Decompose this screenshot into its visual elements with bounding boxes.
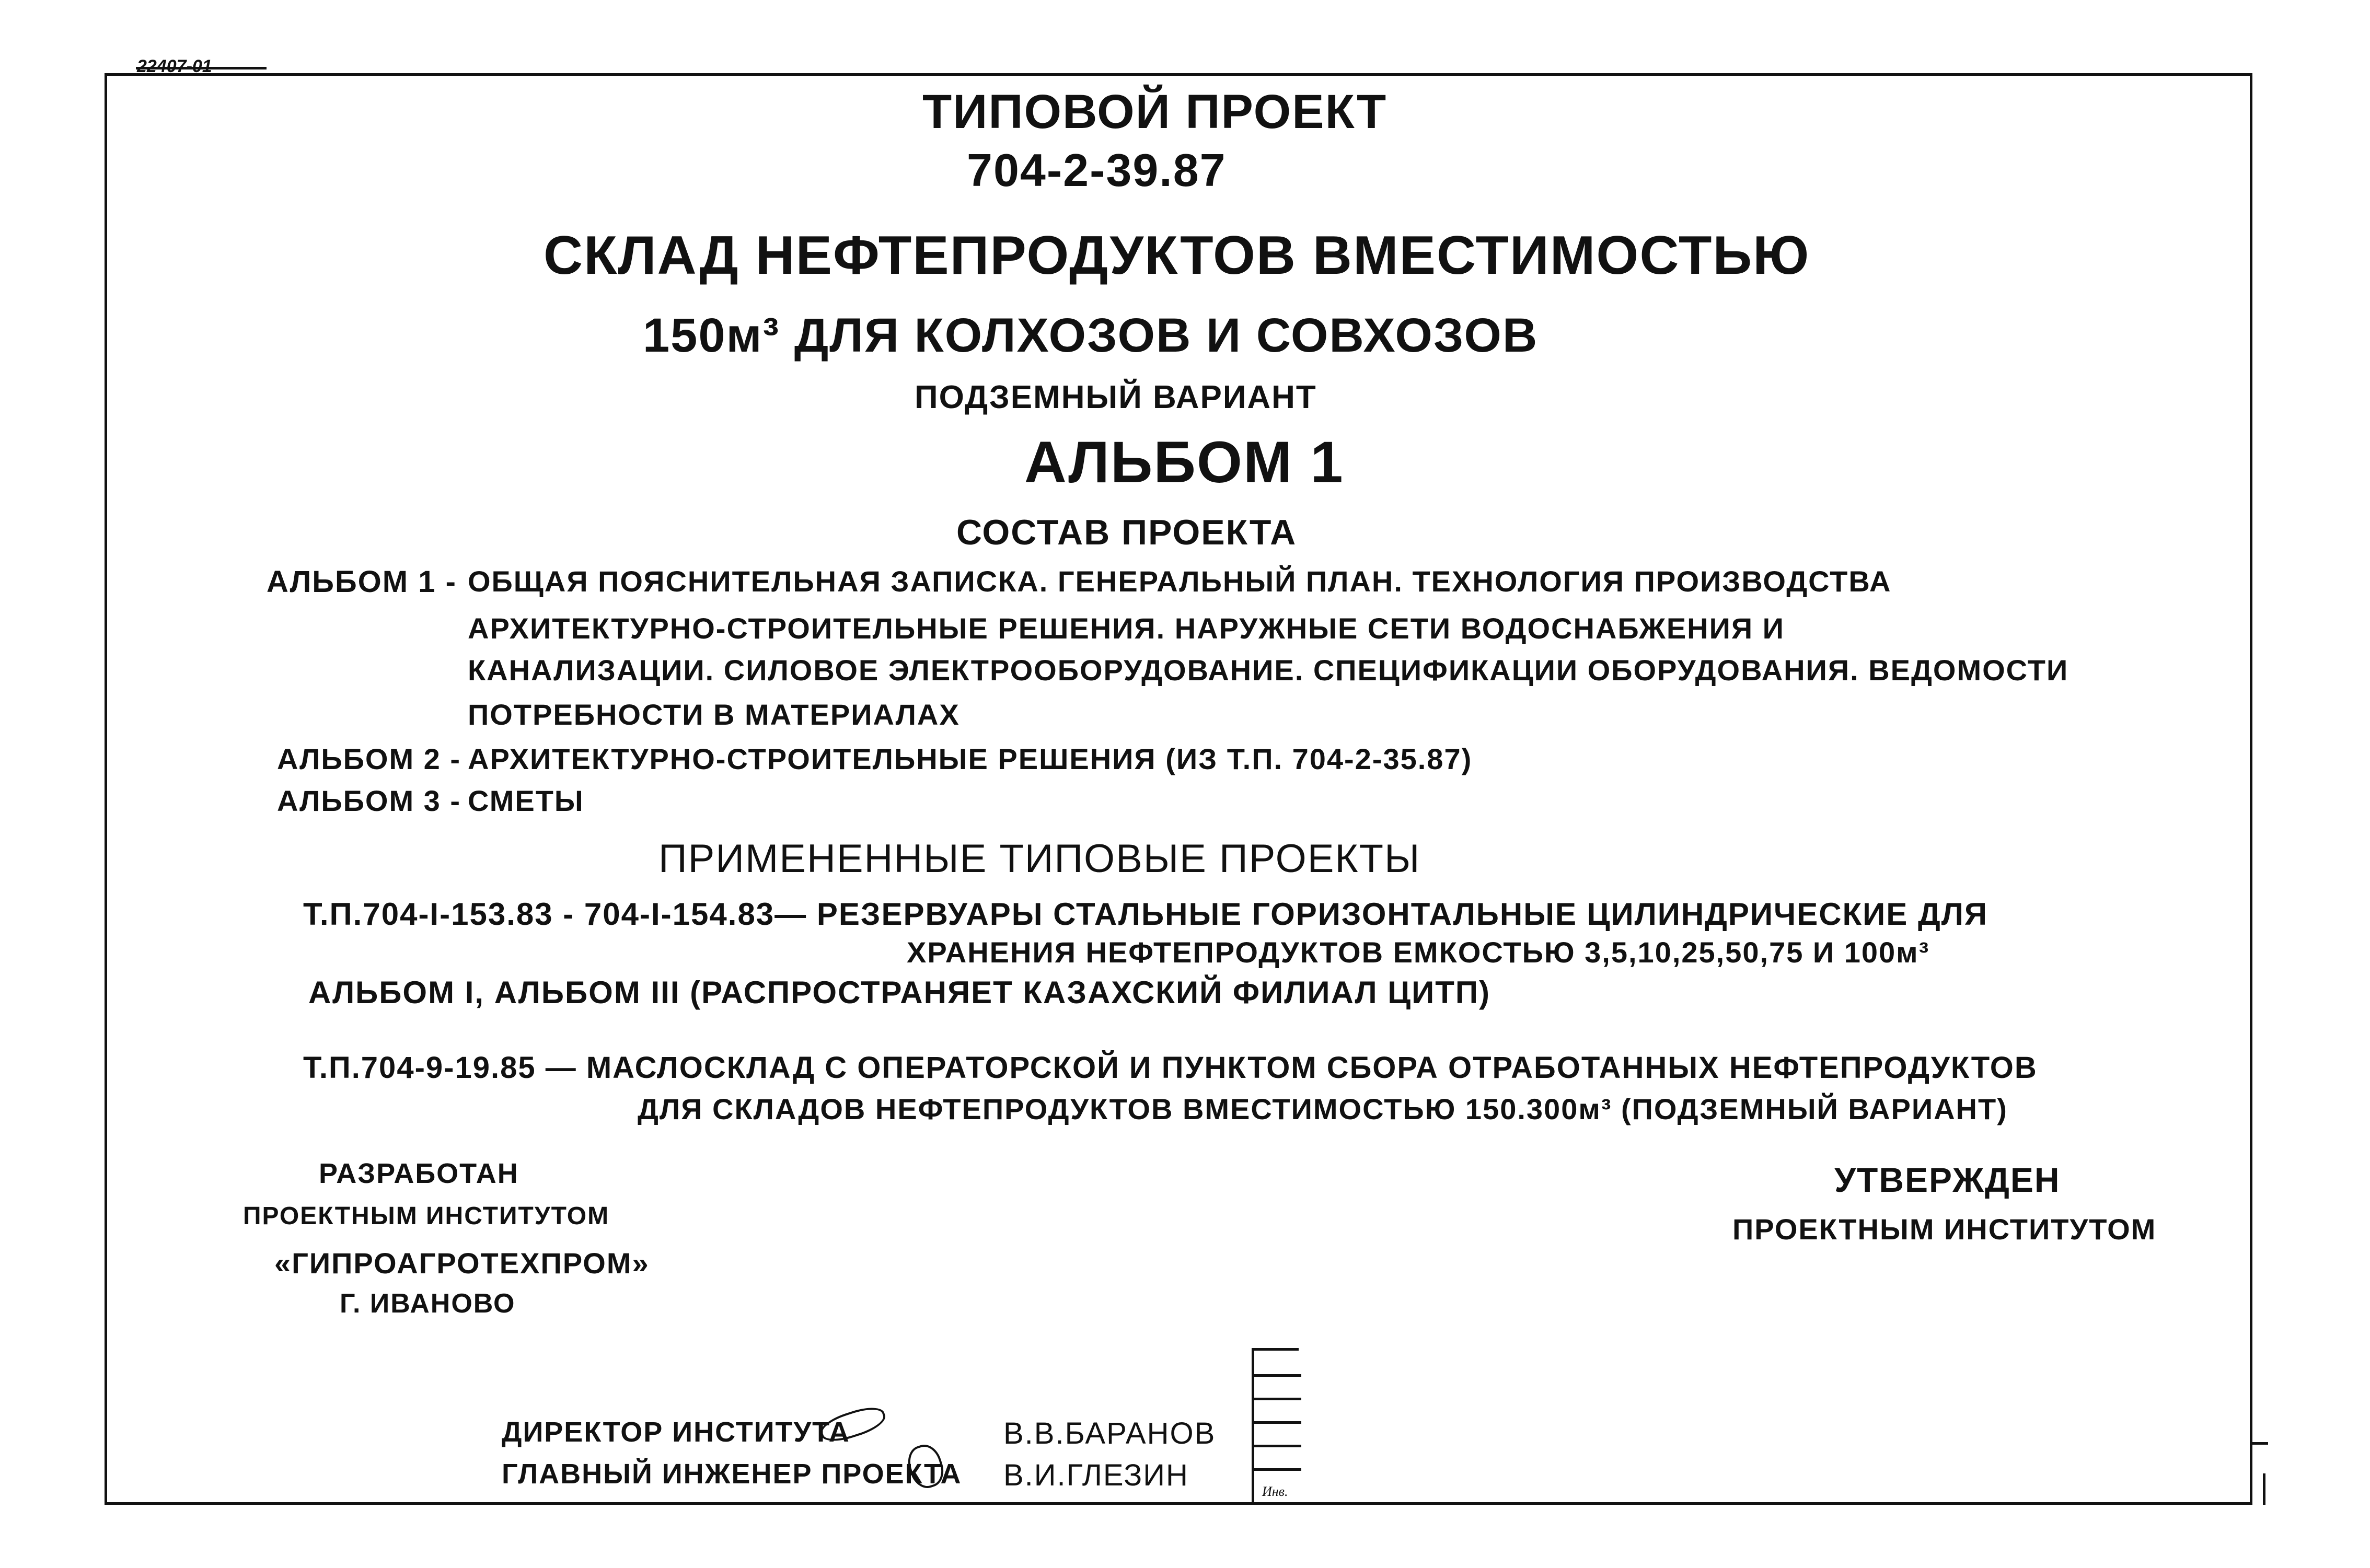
album-1-line-4: ПОТРЕБНОСТИ В МАТЕРИАЛАХ: [468, 698, 960, 731]
album-heading: АЛЬБОМ 1: [1024, 429, 1344, 495]
title-block-stamp: [1252, 1348, 1299, 1505]
title-block-row: [1254, 1445, 1301, 1447]
document-type: ТИПОВОЙ ПРОЕКТ: [922, 85, 1388, 138]
title-block-row: [1254, 1398, 1301, 1400]
project-number: 704-2-39.87: [967, 144, 1227, 196]
developer-line-2: ПРОЕКТНЫМ ИНСТИТУТОМ: [243, 1202, 610, 1230]
album-2-label: АЛЬБОМ 2 -: [277, 742, 461, 775]
title-block-row: [1254, 1374, 1301, 1377]
developer-line-4: Г. ИВАНОВО: [340, 1288, 516, 1319]
applied-projects-heading: ПРИМЕНЕННЫЕ ТИПОВЫЕ ПРОЕКТЫ: [658, 837, 1421, 881]
album-2-line-1: АРХИТЕКТУРНО-СТРОИТЕЛЬНЫЕ РЕШЕНИЯ (ИЗ Т.П. 704-2-35.87): [468, 742, 1473, 775]
applied-project-1-line-2: ХРАНЕНИЯ НЕФТЕПРОДУКТОВ ЕМКОСТЬЮ 3,5,10,25,50,75 И 100м³: [907, 936, 1930, 969]
album-3-label: АЛЬБОМ 3 -: [277, 784, 461, 817]
project-title-line-2: 150м³ ДЛЯ КОЛХОЗОВ И СОВХОЗОВ: [643, 309, 1539, 362]
archive-code: 22407-01: [137, 56, 212, 76]
chief-engineer-role: ГЛАВНЫЙ ИНЖЕНЕР ПРОЕКТА: [502, 1458, 962, 1490]
frame-corner-mark: [2263, 1473, 2265, 1505]
album-1-line-3: КАНАЛИЗАЦИИ. СИЛОВОЕ ЭЛЕКТРООБОРУДОВАНИЕ. СПЕЦИФИКАЦИИ ОБОРУДОВАНИЯ. ВЕДОМОСТИ: [468, 654, 2069, 687]
developer-line-1: РАЗРАБОТАН: [319, 1158, 519, 1189]
title-block-row: [1254, 1421, 1301, 1424]
director-role: ДИРЕКТОР ИНСТИТУТА: [502, 1416, 850, 1448]
applied-project-1-line-3: АЛЬБОМ I, АЛЬБОМ III (РАСПРОСТРАНЯЕТ КАЗАХСКИЙ ФИЛИАЛ ЦИТП): [308, 975, 1491, 1010]
title-block-row: [1254, 1468, 1301, 1471]
composition-heading: СОСТАВ ПРОЕКТА: [956, 513, 1297, 552]
album-3-line-1: СМЕТЫ: [468, 784, 584, 817]
developer-line-3: «ГИПРОАГРОТЕХПРОМ»: [274, 1247, 650, 1280]
approval-line-1: УТВЕРЖДЕН: [1834, 1160, 2061, 1199]
album-1-line-1: ОБЩАЯ ПОЯСНИТЕЛЬНАЯ ЗАПИСКА. ГЕНЕРАЛЬНЫЙ ПЛАН. ТЕХНОЛОГИЯ ПРОИЗВОДСТВА: [468, 565, 1892, 598]
applied-project-1-line-1: Т.П.704-I-153.83 - 704-I-154.83— РЕЗЕРВУАРЫ СТАЛЬНЫЕ ГОРИЗОНТАЛЬНЫЕ ЦИЛИНДРИЧЕСКИЕ ДЛЯ: [303, 897, 1988, 932]
applied-project-2-line-1: Т.П.704-9-19.85 — МАСЛОСКЛАД С ОПЕРАТОРСКОЙ И ПУНКТОМ СБОРА ОТРАБОТАННЫХ НЕФТЕПРОДУКТОВ: [303, 1051, 2038, 1085]
variant-title: ПОДЗЕМНЫЙ ВАРИАНТ: [915, 379, 1317, 415]
inventory-note: Инв.: [1262, 1484, 1288, 1499]
director-name: В.В.БАРАНОВ: [1003, 1416, 1216, 1450]
frame-right-tick: [2252, 1442, 2268, 1445]
project-title-line-1: СКЛАД НЕФТЕПРОДУКТОВ ВМЕСТИМОСТЬЮ: [544, 225, 1810, 286]
approval-line-2: ПРОЕКТНЫМ ИНСТИТУТОМ: [1732, 1213, 2157, 1246]
applied-project-2-line-2: ДЛЯ СКЛАДОВ НЕФТЕПРОДУКТОВ ВМЕСТИМОСТЬЮ 150.300м³ (ПОДЗЕМНЫЙ ВАРИАНТ): [638, 1093, 2008, 1125]
chief-engineer-name: В.И.ГЛЕЗИН: [1003, 1458, 1189, 1492]
album-1-line-2: АРХИТЕКТУРНО-СТРОИТЕЛЬНЫЕ РЕШЕНИЯ. НАРУЖНЫЕ СЕТИ ВОДОСНАБЖЕНИЯ И: [468, 612, 1785, 645]
album-1-label: АЛЬБОМ 1 -: [267, 565, 457, 599]
